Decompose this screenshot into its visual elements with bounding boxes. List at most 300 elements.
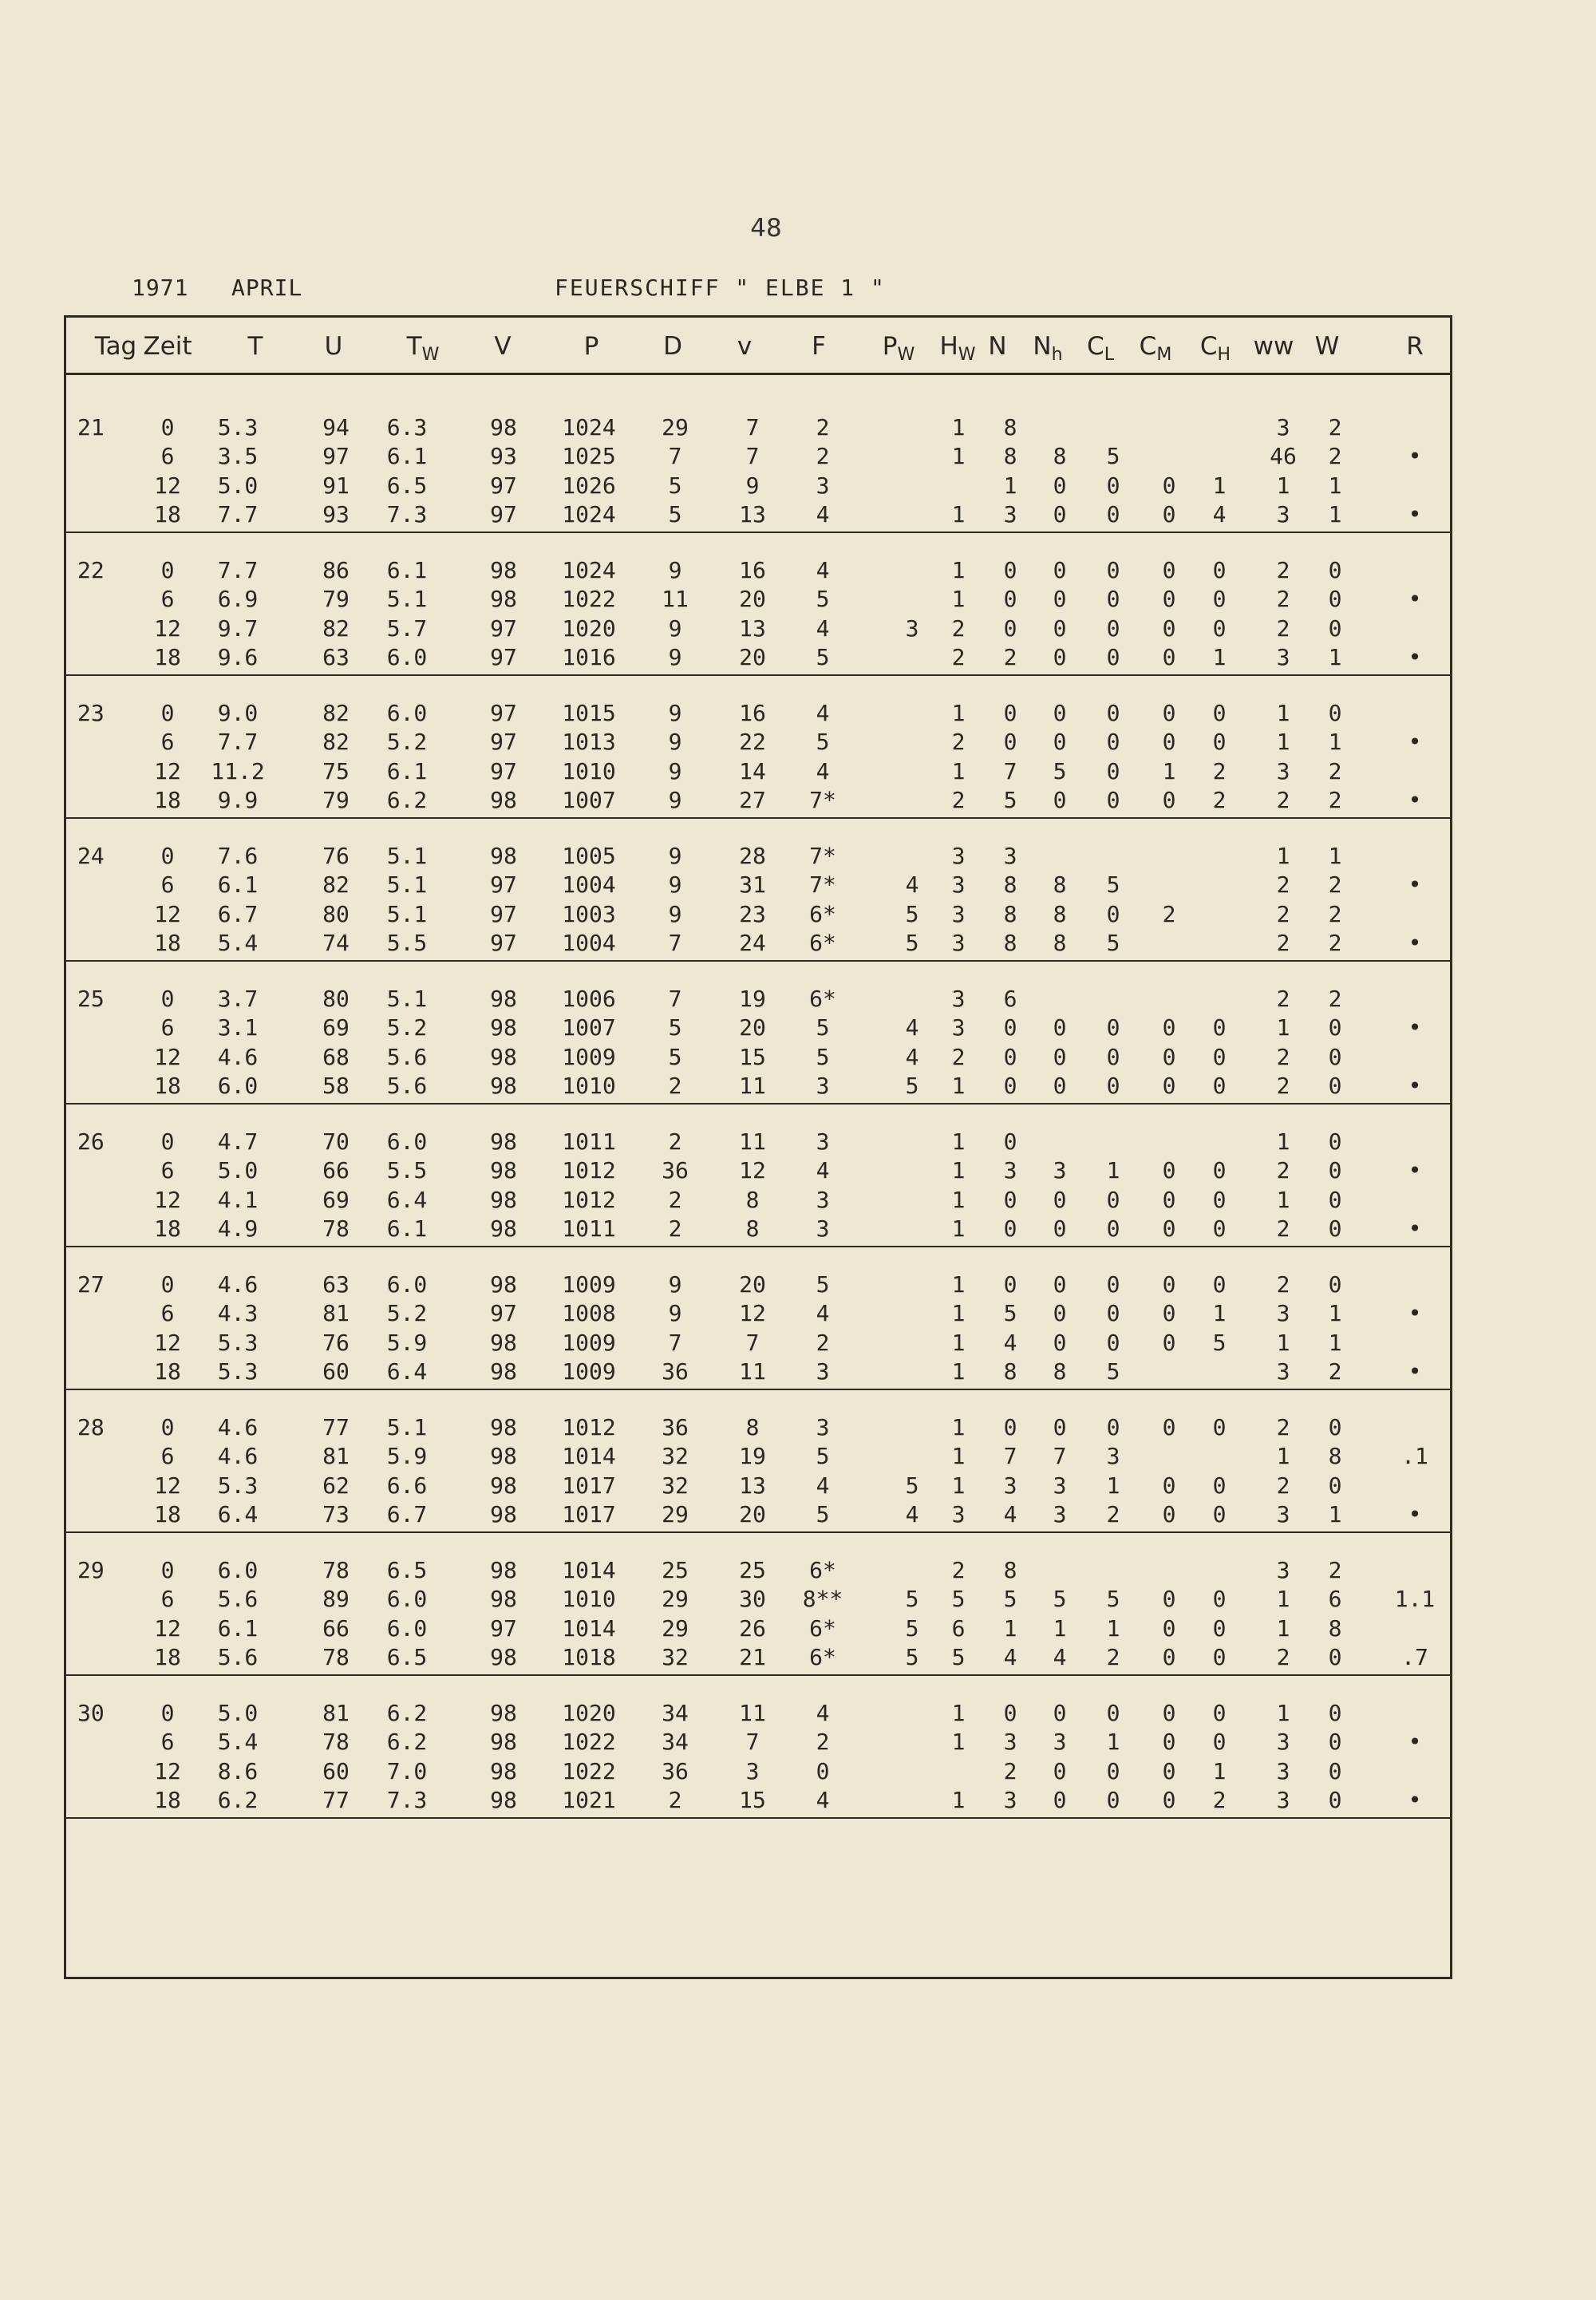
cell-p: 1012 — [562, 1414, 616, 1440]
group-separator — [66, 817, 1450, 819]
cell-zeit: 18 — [154, 1643, 181, 1670]
cell-tw: 5.1 — [386, 1414, 428, 1440]
cell-v: 98 — [490, 1215, 517, 1242]
cell-cl: 0 — [1106, 1072, 1120, 1099]
cell-t: 3.1 — [217, 1014, 259, 1041]
cell-f: 3 — [816, 1128, 830, 1155]
cell-v: 97 — [490, 929, 517, 956]
cell-v: 19 — [739, 1443, 766, 1470]
cell-d: 34 — [662, 1700, 689, 1726]
cell-r: • — [1408, 1215, 1422, 1242]
cell-f: 3 — [816, 1357, 830, 1385]
cell-tw: 6.5 — [386, 1557, 428, 1583]
cell-f: 4 — [816, 1472, 830, 1499]
cell-r: • — [1408, 1014, 1422, 1041]
cell-tw: 6.4 — [386, 1186, 428, 1213]
cell-v: 21 — [739, 1643, 766, 1670]
cell-cm: 0 — [1162, 1014, 1176, 1041]
col-header-d: D — [663, 332, 682, 361]
cell-v: 30 — [739, 1586, 766, 1613]
cell-f: 5 — [816, 1271, 830, 1298]
cell-f: 3 — [816, 472, 830, 499]
cell-hw: 2 — [951, 1043, 966, 1070]
cell-nh: 0 — [1053, 472, 1067, 499]
cell-hw: 1 — [951, 414, 966, 441]
col-header-cm: $C_M$ — [1139, 332, 1172, 366]
cell-d: 32 — [662, 1443, 689, 1470]
cell-w: 0 — [1328, 1072, 1342, 1099]
cell-w: 0 — [1328, 1729, 1342, 1756]
cell-u: 94 — [322, 414, 350, 441]
cell-f: 4 — [816, 1700, 830, 1726]
cell-zeit: 12 — [154, 1186, 181, 1213]
cell-t: 4.3 — [217, 1300, 259, 1327]
cell-nh: 8 — [1053, 1357, 1067, 1385]
cell-nh: 8 — [1053, 443, 1067, 470]
cell-d: 9 — [668, 900, 682, 927]
cell-r: • — [1408, 500, 1422, 528]
cell-d: 34 — [662, 1729, 689, 1756]
cell-tw: 5.1 — [386, 871, 428, 899]
cell-f: 4 — [816, 700, 830, 726]
day-cell: 21 — [77, 414, 105, 441]
cell-w: 2 — [1328, 900, 1342, 927]
cell-cl: 2 — [1106, 1500, 1120, 1527]
cell-ch: 0 — [1212, 1157, 1227, 1184]
cell-nh: 8 — [1053, 900, 1067, 927]
cell-nh: 0 — [1053, 1014, 1067, 1041]
cell-t: 5.3 — [217, 1329, 259, 1356]
cell-t: 5.0 — [217, 1700, 259, 1726]
cell-ch: 0 — [1212, 1614, 1227, 1642]
cell-t: 9.7 — [217, 615, 259, 642]
cell-cl: 1 — [1106, 1472, 1120, 1499]
col-header-t: T — [247, 332, 263, 361]
cell-p: 1024 — [562, 414, 616, 441]
cell-d: 36 — [662, 1757, 689, 1784]
cell-t: 4.7 — [217, 1128, 259, 1155]
cell-p: 1020 — [562, 1700, 616, 1726]
col-header-r: R — [1406, 332, 1424, 361]
cell-v: 98 — [490, 786, 517, 813]
cell-zeit: 0 — [160, 414, 175, 441]
cell-t: 8.6 — [217, 1757, 259, 1784]
cell-n: 1 — [1003, 1614, 1017, 1642]
group-separator — [66, 1531, 1450, 1533]
cell-f: 7* — [809, 871, 836, 899]
cell-ww: 3 — [1276, 500, 1290, 528]
group-separator — [66, 1389, 1450, 1390]
cell-hw: 1 — [951, 1186, 966, 1213]
cell-f: 2 — [816, 1329, 830, 1356]
cell-hw: 3 — [951, 986, 966, 1012]
col-header-v: v — [737, 332, 753, 361]
cell-t: 6.0 — [217, 1557, 259, 1583]
cell-w: 0 — [1328, 1014, 1342, 1041]
cell-zeit: 18 — [154, 786, 181, 813]
cell-hw: 2 — [951, 615, 966, 642]
cell-u: 81 — [322, 1443, 350, 1470]
cell-v: 98 — [490, 1757, 517, 1784]
cell-v: 98 — [490, 1729, 517, 1756]
cell-ch: 0 — [1212, 1186, 1227, 1213]
cell-v: 98 — [490, 414, 517, 441]
header-month: APRIL — [231, 275, 303, 301]
cell-ww: 1 — [1276, 1186, 1290, 1213]
cell-v: 28 — [739, 843, 766, 869]
cell-v: 11 — [739, 1072, 766, 1099]
cell-p: 1009 — [562, 1043, 616, 1070]
cell-tw: 5.1 — [386, 986, 428, 1012]
cell-p: 1024 — [562, 500, 616, 528]
cell-d: 9 — [668, 557, 682, 583]
cell-f: 4 — [816, 757, 830, 784]
cell-t: 9.6 — [217, 643, 259, 670]
cell-v: 19 — [739, 986, 766, 1012]
cell-t: 5.3 — [217, 414, 259, 441]
cell-tw: 5.2 — [386, 729, 428, 756]
cell-tw: 5.5 — [386, 929, 428, 956]
cell-ch: 1 — [1212, 1757, 1227, 1784]
cell-u: 80 — [322, 986, 350, 1012]
cell-nh: 0 — [1053, 1786, 1067, 1813]
cell-u: 82 — [322, 729, 350, 756]
cell-zeit: 0 — [160, 1557, 175, 1583]
cell-hw: 2 — [951, 729, 966, 756]
cell-p: 1009 — [562, 1357, 616, 1385]
cell-w: 2 — [1328, 443, 1342, 470]
cell-d: 5 — [668, 1043, 682, 1070]
cell-f: 5 — [816, 586, 830, 613]
cell-ww: 3 — [1276, 1300, 1290, 1327]
cell-ww: 1 — [1276, 1614, 1290, 1642]
cell-u: 66 — [322, 1614, 350, 1642]
cell-d: 9 — [668, 1271, 682, 1298]
cell-cm: 0 — [1162, 1414, 1176, 1440]
cell-d: 9 — [668, 700, 682, 726]
cell-p: 1007 — [562, 786, 616, 813]
cell-cm: 0 — [1162, 1271, 1176, 1298]
cell-zeit: 18 — [154, 1500, 181, 1527]
cell-v: 11 — [739, 1700, 766, 1726]
cell-hw: 1 — [951, 1329, 966, 1356]
page-number: 48 — [750, 214, 782, 243]
cell-v: 97 — [490, 729, 517, 756]
cell-ch: 0 — [1212, 1500, 1227, 1527]
cell-cl: 0 — [1106, 472, 1120, 499]
cell-nh: 0 — [1053, 500, 1067, 528]
table-end-rule — [66, 1817, 1450, 1819]
cell-ch: 0 — [1212, 1043, 1227, 1070]
cell-r: 1.1 — [1394, 1586, 1436, 1613]
cell-hw: 3 — [951, 900, 966, 927]
cell-t: 5.6 — [217, 1586, 259, 1613]
cell-tw: 5.9 — [386, 1443, 428, 1470]
cell-d: 9 — [668, 729, 682, 756]
cell-u: 63 — [322, 643, 350, 670]
cell-ch: 0 — [1212, 729, 1227, 756]
cell-d: 2 — [668, 1186, 682, 1213]
cell-zeit: 0 — [160, 700, 175, 726]
cell-n: 8 — [1003, 443, 1017, 470]
cell-p: 1004 — [562, 929, 616, 956]
cell-r: • — [1408, 1357, 1422, 1385]
col-header-ww: ww — [1253, 332, 1294, 361]
cell-v: 97 — [490, 500, 517, 528]
day-cell: 28 — [77, 1414, 105, 1440]
cell-nh: 7 — [1053, 1443, 1067, 1470]
cell-cl: 0 — [1106, 1043, 1120, 1070]
cell-nh: 0 — [1053, 586, 1067, 613]
cell-zeit: 12 — [154, 1614, 181, 1642]
cell-n: 4 — [1003, 1643, 1017, 1670]
col-header-pw: $P_W$ — [882, 332, 915, 366]
cell-r: • — [1408, 443, 1422, 470]
cell-f: 6* — [809, 1643, 836, 1670]
cell-p: 1026 — [562, 472, 616, 499]
cell-hw: 1 — [951, 1157, 966, 1184]
cell-tw: 5.2 — [386, 1014, 428, 1041]
cell-p: 1010 — [562, 1072, 616, 1099]
cell-u: 82 — [322, 615, 350, 642]
cell-d: 9 — [668, 757, 682, 784]
cell-u: 76 — [322, 1329, 350, 1356]
cell-nh: 0 — [1053, 1329, 1067, 1356]
cell-ch: 0 — [1212, 1643, 1227, 1670]
cell-f: 2 — [816, 414, 830, 441]
cell-v: 98 — [490, 1357, 517, 1385]
cell-d: 5 — [668, 1014, 682, 1041]
cell-ww: 2 — [1276, 1043, 1290, 1070]
cell-v: 20 — [739, 586, 766, 613]
cell-u: 82 — [322, 700, 350, 726]
cell-p: 1003 — [562, 900, 616, 927]
cell-ch: 0 — [1212, 1472, 1227, 1499]
cell-zeit: 0 — [160, 843, 175, 869]
cell-tw: 6.2 — [386, 786, 428, 813]
cell-n: 0 — [1003, 1014, 1017, 1041]
cell-d: 29 — [662, 1586, 689, 1613]
cell-t: 9.9 — [217, 786, 259, 813]
cell-zeit: 12 — [154, 1757, 181, 1784]
cell-v: 98 — [490, 1186, 517, 1213]
cell-n: 7 — [1003, 1443, 1017, 1470]
day-cell: 22 — [77, 557, 105, 583]
cell-tw: 6.1 — [386, 757, 428, 784]
cell-zeit: 12 — [154, 900, 181, 927]
cell-zeit: 12 — [154, 757, 181, 784]
cell-r: • — [1408, 1072, 1422, 1099]
cell-f: 7* — [809, 786, 836, 813]
cell-w: 1 — [1328, 1329, 1342, 1356]
cell-t: 5.0 — [217, 1157, 259, 1184]
col-header-tag: Tag — [94, 332, 137, 361]
cell-cl: 0 — [1106, 1215, 1120, 1242]
cell-v: 97 — [490, 1300, 517, 1327]
cell-v: 98 — [490, 986, 517, 1012]
cell-ww: 2 — [1276, 1157, 1290, 1184]
cell-v: 98 — [490, 557, 517, 583]
cell-n: 4 — [1003, 1329, 1017, 1356]
header-ship: FEUERSCHIFF " ELBE 1 " — [555, 275, 886, 301]
cell-v: 98 — [490, 1786, 517, 1813]
cell-pw: 5 — [905, 1472, 919, 1499]
cell-cl: 0 — [1106, 900, 1120, 927]
cell-r: • — [1408, 729, 1422, 756]
cell-v: 27 — [739, 786, 766, 813]
day-cell: 26 — [77, 1128, 105, 1155]
cell-u: 77 — [322, 1786, 350, 1813]
cell-n: 3 — [1003, 1729, 1017, 1756]
cell-d: 9 — [668, 615, 682, 642]
cell-r: • — [1408, 929, 1422, 956]
cell-pw: 4 — [905, 871, 919, 899]
cell-cl: 0 — [1106, 729, 1120, 756]
cell-r: • — [1408, 786, 1422, 813]
cell-f: 4 — [816, 500, 830, 528]
cell-v: 98 — [490, 1500, 517, 1527]
cell-hw: 1 — [951, 1443, 966, 1470]
group-separator — [66, 1103, 1450, 1105]
cell-zeit: 0 — [160, 557, 175, 583]
cell-tw: 6.5 — [386, 472, 428, 499]
cell-hw: 1 — [951, 443, 966, 470]
cell-ww: 2 — [1276, 900, 1290, 927]
cell-hw: 5 — [951, 1586, 966, 1613]
day-cell: 25 — [77, 986, 105, 1012]
cell-f: 2 — [816, 1729, 830, 1756]
cell-p: 1011 — [562, 1215, 616, 1242]
table-header-row — [66, 318, 1450, 375]
cell-nh: 0 — [1053, 1700, 1067, 1726]
cell-tw: 6.2 — [386, 1729, 428, 1756]
cell-cm: 0 — [1162, 586, 1176, 613]
cell-w: 2 — [1328, 1557, 1342, 1583]
cell-u: 76 — [322, 843, 350, 869]
cell-f: 8** — [802, 1586, 843, 1613]
cell-v: 26 — [739, 1614, 766, 1642]
cell-w: 0 — [1328, 1786, 1342, 1813]
cell-f: 5 — [816, 1500, 830, 1527]
cell-cl: 0 — [1106, 1300, 1120, 1327]
cell-nh: 1 — [1053, 1614, 1067, 1642]
cell-d: 2 — [668, 1128, 682, 1155]
cell-ww: 2 — [1276, 1215, 1290, 1242]
cell-cm: 0 — [1162, 1757, 1176, 1784]
cell-v: 16 — [739, 557, 766, 583]
cell-ww: 2 — [1276, 786, 1290, 813]
header-year: 1971 — [132, 275, 189, 301]
cell-w: 0 — [1328, 1157, 1342, 1184]
cell-zeit: 18 — [154, 643, 181, 670]
cell-pw: 4 — [905, 1500, 919, 1527]
day-cell: 24 — [77, 843, 105, 869]
cell-cl: 0 — [1106, 1700, 1120, 1726]
cell-d: 7 — [668, 443, 682, 470]
cell-t: 6.1 — [217, 871, 259, 899]
cell-nh: 0 — [1053, 1072, 1067, 1099]
cell-nh: 0 — [1053, 1757, 1067, 1784]
cell-d: 5 — [668, 472, 682, 499]
cell-d: 2 — [668, 1072, 682, 1099]
cell-v: 3 — [745, 1757, 760, 1784]
cell-v: 20 — [739, 1014, 766, 1041]
cell-t: 6.0 — [217, 1072, 259, 1099]
cell-ww: 2 — [1276, 1414, 1290, 1440]
cell-nh: 0 — [1053, 1300, 1067, 1327]
cell-u: 81 — [322, 1300, 350, 1327]
cell-d: 5 — [668, 500, 682, 528]
cell-cl: 5 — [1106, 1357, 1120, 1385]
cell-cl: 0 — [1106, 1786, 1120, 1813]
cell-hw: 1 — [951, 1271, 966, 1298]
cell-f: 4 — [816, 615, 830, 642]
cell-n: 1 — [1003, 472, 1017, 499]
cell-r: • — [1408, 1157, 1422, 1184]
cell-hw: 3 — [951, 1014, 966, 1041]
cell-u: 78 — [322, 1643, 350, 1670]
cell-f: 3 — [816, 1186, 830, 1213]
col-header-w: W — [1314, 332, 1340, 361]
cell-f: 5 — [816, 1014, 830, 1041]
cell-cm: 0 — [1162, 557, 1176, 583]
cell-ww: 3 — [1276, 1729, 1290, 1756]
cell-t: 11.2 — [211, 757, 265, 784]
cell-t: 4.6 — [217, 1414, 259, 1440]
cell-tw: 6.2 — [386, 1700, 428, 1726]
cell-n: 0 — [1003, 1414, 1017, 1440]
cell-hw: 1 — [951, 1414, 966, 1440]
cell-w: 1 — [1328, 500, 1342, 528]
cell-p: 1024 — [562, 557, 616, 583]
cell-w: 0 — [1328, 586, 1342, 613]
cell-hw: 1 — [951, 1300, 966, 1327]
cell-f: 3 — [816, 1072, 830, 1099]
cell-n: 7 — [1003, 757, 1017, 784]
cell-t: 6.1 — [217, 1614, 259, 1642]
cell-v: 20 — [739, 643, 766, 670]
cell-cl: 0 — [1106, 1329, 1120, 1356]
cell-nh: 0 — [1053, 1186, 1067, 1213]
cell-ch: 0 — [1212, 557, 1227, 583]
cell-r: • — [1408, 643, 1422, 670]
cell-cl: 0 — [1106, 1271, 1120, 1298]
cell-pw: 5 — [905, 1643, 919, 1670]
cell-v: 98 — [490, 1329, 517, 1356]
cell-tw: 6.0 — [386, 700, 428, 726]
group-separator — [66, 674, 1450, 676]
cell-t: 5.6 — [217, 1643, 259, 1670]
cell-cm: 2 — [1162, 900, 1176, 927]
cell-nh: 3 — [1053, 1500, 1067, 1527]
group-separator — [66, 1674, 1450, 1676]
cell-ww: 1 — [1276, 472, 1290, 499]
cell-hw: 1 — [951, 1357, 966, 1385]
cell-hw: 1 — [951, 757, 966, 784]
cell-w: 2 — [1328, 1357, 1342, 1385]
cell-n: 3 — [1003, 1157, 1017, 1184]
cell-v: 97 — [490, 615, 517, 642]
cell-tw: 6.1 — [386, 443, 428, 470]
cell-v: 8 — [745, 1186, 760, 1213]
cell-u: 86 — [322, 557, 350, 583]
cell-tw: 5.2 — [386, 1300, 428, 1327]
cell-ch: 0 — [1212, 586, 1227, 613]
cell-nh: 8 — [1053, 871, 1067, 899]
cell-ww: 2 — [1276, 1072, 1290, 1099]
cell-f: 0 — [816, 1757, 830, 1784]
cell-n: 4 — [1003, 1500, 1017, 1527]
